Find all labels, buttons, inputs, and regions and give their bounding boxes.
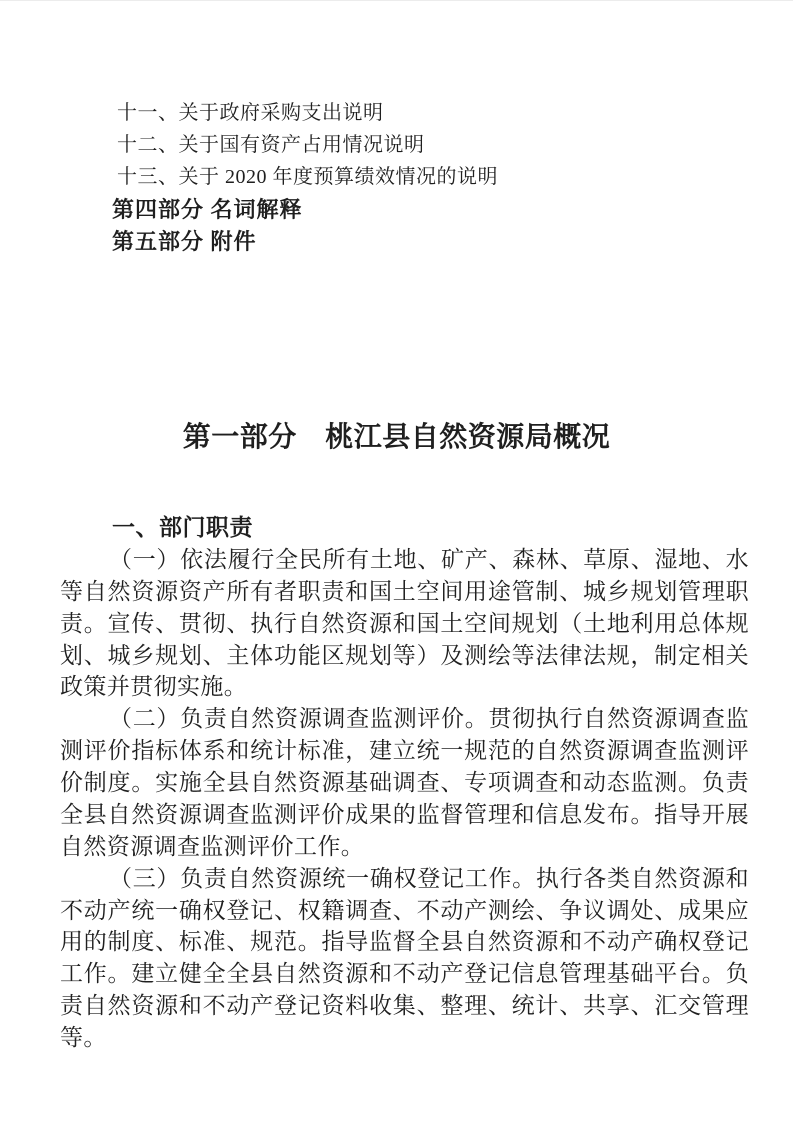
document-body <box>60 512 749 1054</box>
chapter-heading: 第一部分 桃江县自然资源局概况 <box>182 422 611 453</box>
paragraph-duty-3: （三）负责自然资源统一确权登记工作。执行各类自然资源和不动产统一确权登记、权籍调查、不动产测绘、争议调处、成果应用的制度、标准、规范。指导监督全县自然资源和不动产确权登记工作。建立健全全县自然资源和不动产登记信息管理基础平台。负责自然资源和不动产登记资料收集、整理、统计、共享、汇交管理等。 <box>60 865 749 1050</box>
paragraph-duty-2: （二）负责自然资源调查监测评价。贯彻执行自然资源调查监测评价指标体系和统计标准，建立统一规范的自然资源调查监测评价制度。实施全县自然资源基础调查、专项调查和动态监测。负责全县自然资源调查监测评价成果的监督管理和信息发布。指导开展自然资源调查监测评价工作。 <box>60 706 749 859</box>
section-title: 一、部门职责 <box>112 515 253 540</box>
paragraph-duty-1: （一）依法履行全民所有土地、矿产、森林、草原、湿地、水等自然资源资产所有者职责和国土空间用途管制、城乡规划管理职责。宣传、贯彻、执行自然资源和国土空间规划（土地利用总体规划、城乡规划、主体功能区规划等）及测绘等法律法规，制定相关政策并贯彻实施。 <box>60 546 749 700</box>
table-of-contents <box>60 98 749 258</box>
toc-item-13: 十三、关于 2020 年度预算绩效情况的说明 <box>117 165 498 188</box>
toc-part-4: 第四部分 名词解释 <box>112 196 303 222</box>
toc-item-11: 十一、关于政府采购支出说明 <box>117 102 384 124</box>
toc-part-5: 第五部分 附件 <box>112 228 257 254</box>
toc-item-12: 十二、关于国有资产占用情况说明 <box>117 133 425 156</box>
